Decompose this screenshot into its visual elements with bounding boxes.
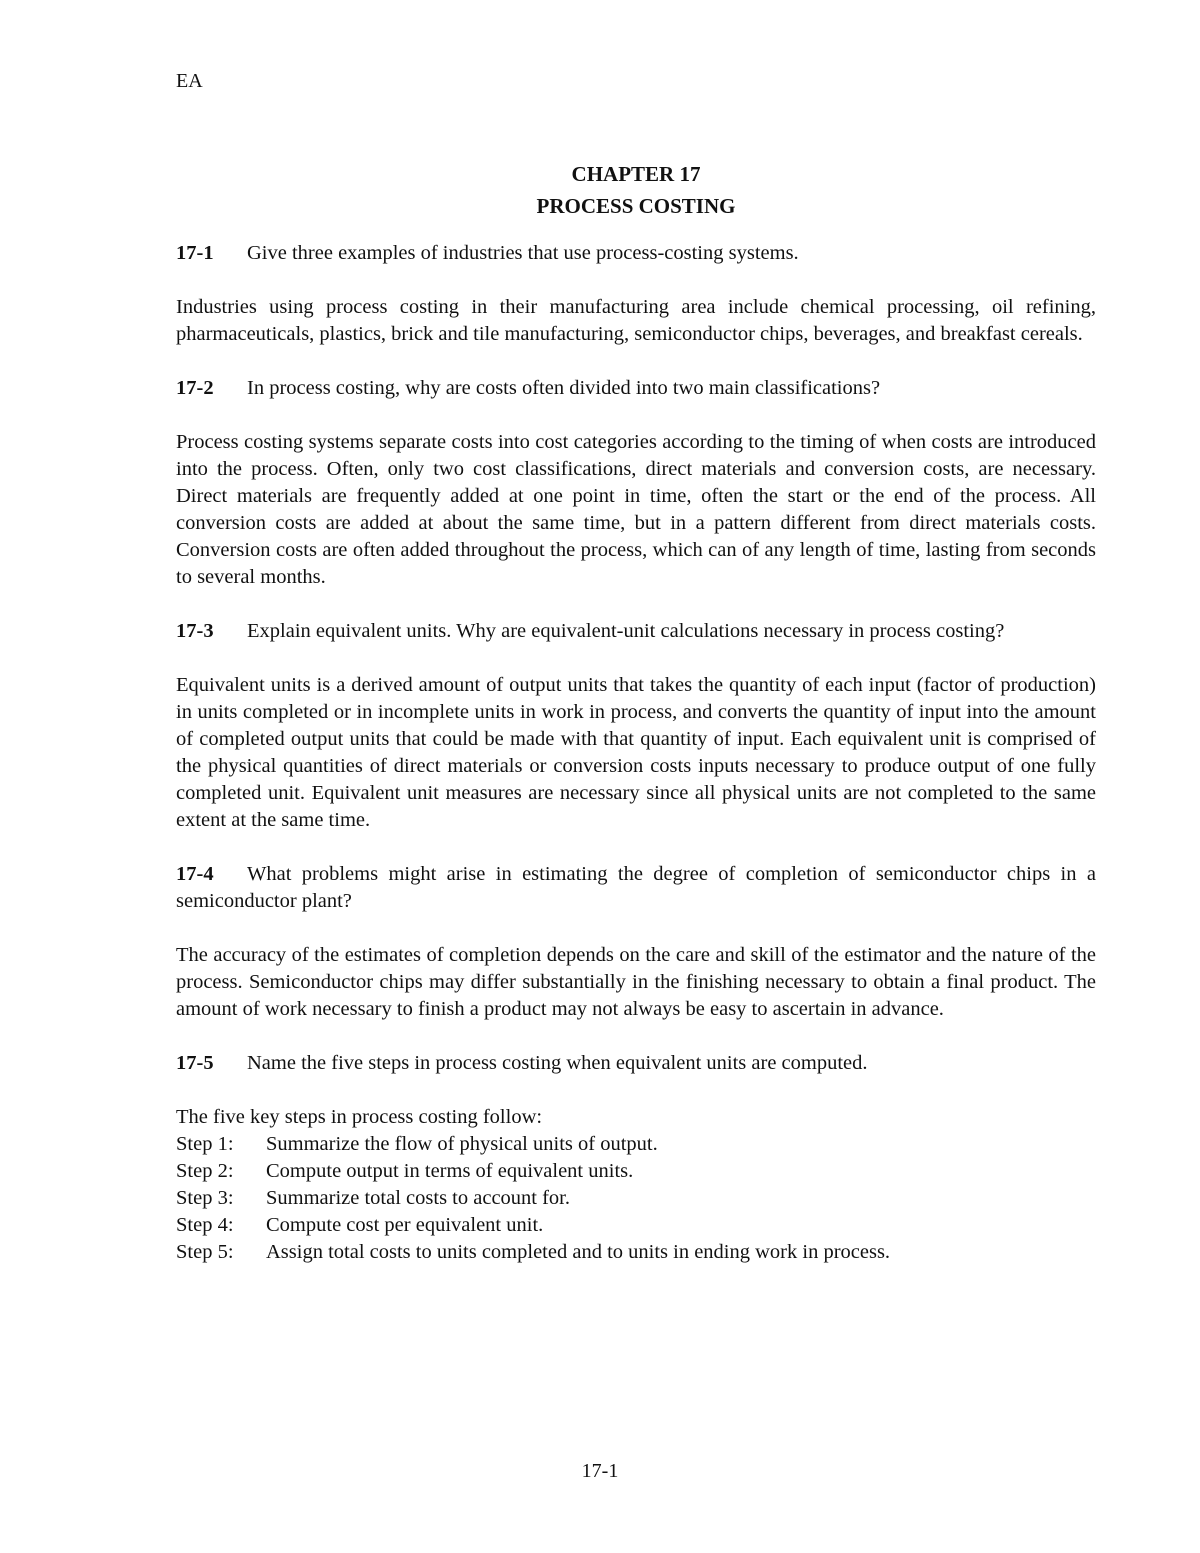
question-17-4	[176, 861, 1096, 915]
step-item	[176, 1212, 1096, 1239]
step-item	[176, 1239, 1096, 1266]
step-item	[176, 1158, 1096, 1185]
question-number: 17-1	[176, 242, 214, 264]
question-text: In process costing, why are costs often divided into two main classifications?	[247, 377, 881, 399]
step-text: Summarize total costs to account for.	[266, 1187, 571, 1209]
answer-17-2: Process costing systems separate costs into cost categories according to the timing of when costs are introduced into the process. Often, only two cost classifications, direct materials and conversion costs, are necessary. Direct materials are frequently added at one point in time, often the start or the end of the process. All conversion costs are added at about the same time, but in a pattern different from direct materials costs. Conversion costs are often added throughout the process, which can of any length of time, lasting from seconds to several months.	[176, 431, 1096, 588]
question-number: 17-2	[176, 377, 214, 399]
question-number: 17-5	[176, 1052, 214, 1074]
question-text: Name the five steps in process costing when equivalent units are computed.	[247, 1052, 868, 1074]
question-17-1	[176, 240, 1096, 267]
step-label: Step 2:	[176, 1160, 234, 1182]
step-label: Step 4:	[176, 1214, 234, 1236]
question-number: 17-4	[176, 863, 214, 885]
step-label: Step 1:	[176, 1133, 234, 1155]
answer-17-1: Industries using process costing in their manufacturing area include chemical processing, oil refining, pharmaceuticals, plastics, brick and tile manufacturing, semiconductor chips, beverages, and breakfast cereals.	[176, 296, 1096, 345]
steps-list	[176, 1131, 1096, 1266]
chapter-title	[176, 158, 1096, 222]
step-label: Step 5:	[176, 1241, 234, 1263]
question-text: Explain equivalent units. Why are equivalent-unit calculations necessary in process costing?	[247, 620, 1005, 642]
question-text: Give three examples of industries that use process-costing systems.	[247, 242, 799, 264]
answer-17-5-intro: The five key steps in process costing follow:	[176, 1106, 543, 1128]
step-item	[176, 1185, 1096, 1212]
step-label: Step 3:	[176, 1187, 234, 1209]
step-item	[176, 1131, 1096, 1158]
step-text: Compute cost per equivalent unit.	[266, 1214, 544, 1236]
question-17-3	[176, 618, 1096, 645]
step-text: Summarize the flow of physical units of output.	[266, 1133, 658, 1155]
question-17-5	[176, 1050, 1096, 1077]
content	[176, 240, 1096, 1266]
step-text: Assign total costs to units completed and to units in ending work in process.	[266, 1241, 891, 1263]
chapter-number: CHAPTER 17	[571, 162, 701, 186]
header-code: EA	[176, 70, 203, 92]
question-17-2	[176, 375, 1096, 402]
question-number: 17-3	[176, 620, 214, 642]
page-number: 17-1	[581, 1460, 619, 1482]
chapter-name: PROCESS COSTING	[536, 194, 736, 218]
answer-17-4: The accuracy of the estimates of completion depends on the care and skill of the estimator and the nature of the process. Semiconductor chips may differ substantially in the finishing necessary to obtain a final product. The amount of work necessary to finish a product may not always be easy to ascertain in advance.	[176, 944, 1096, 1020]
question-text: What problems might arise in estimating the degree of completion of semiconductor chips in a semiconductor plant?	[176, 863, 1096, 912]
step-text: Compute output in terms of equivalent units.	[266, 1160, 634, 1182]
answer-17-3: Equivalent units is a derived amount of output units that takes the quantity of each input (factor of production) in units completed or in incomplete units in work in process, and converts the quantity of input into the amount of completed output units that could be made with that quantity of input. Each equivalent unit is comprised of the physical quantities of direct materials or conversion costs inputs necessary to produce output of one fully completed unit. Equivalent unit measures are necessary since all physical units are not completed to the same extent at the same time.	[176, 674, 1096, 831]
